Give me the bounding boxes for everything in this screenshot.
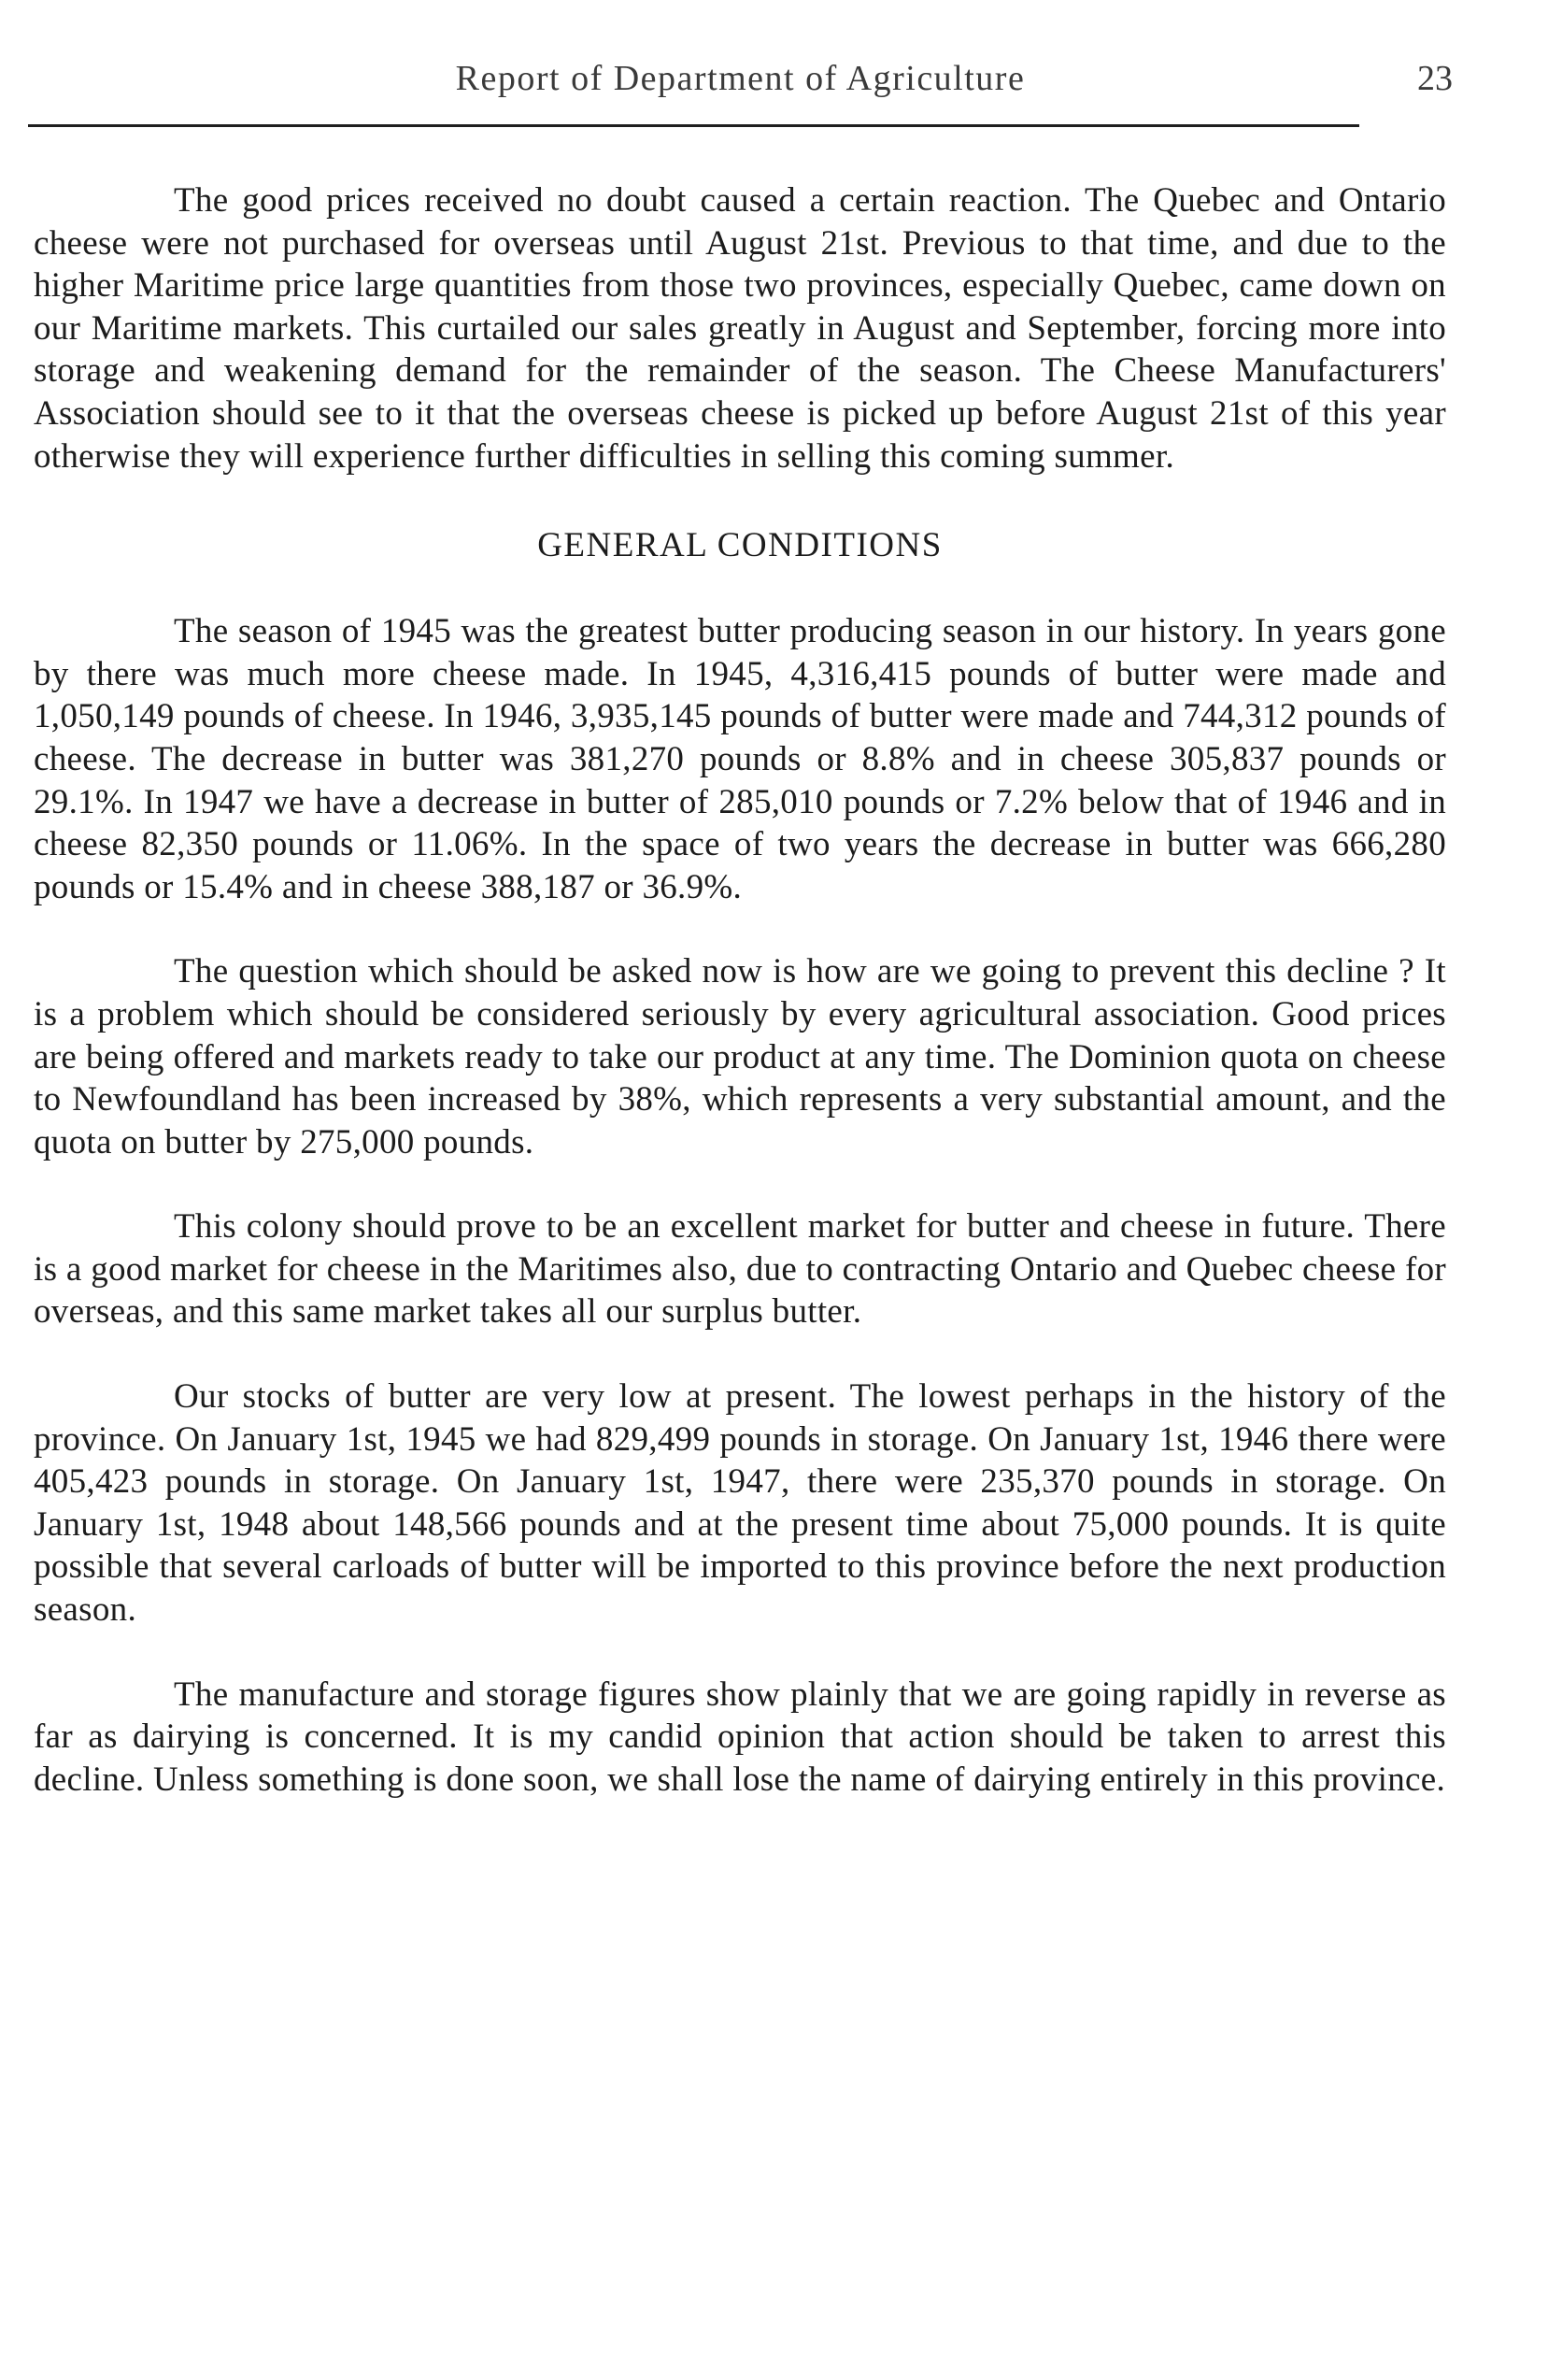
header-rule xyxy=(28,124,1359,127)
paragraph-production-figures: The season of 1945 was the greatest butter producing season in our history. In years gone by there was much more cheese made. In 1945, 4,316,415 pounds of butter were made and 1,050,149 pounds of cheese. In 1946, 3,935,145 pounds of butter were made and 744,312 pounds of cheese. The decrease in butter was 381,270 pounds or 8.8% and in cheese 305,837 pounds or 29.1%. In 1947 we have a decrease in butter of 285,010 pounds or 7.2% below that of 1946 and in cheese 82,350 pounds or 11.06%. In the space of two years the decrease in butter was 666,280 pounds or 15.4% and in cheese 388,187 or 36.9%. xyxy=(34,612,1446,906)
paragraph-decline-question: The question which should be asked now is how are we going to prevent this decline ? It is a problem which should be considered seriously by every agricultural association. Good prices are being offered and markets ready to take our product at any time. The Dominion quota on cheese to Newfoundland has been increased by 38%, which represents a very substantial amount, and the quota on butter by 275,000 pounds. xyxy=(34,952,1446,1161)
running-header xyxy=(28,58,1453,114)
paragraph-butter-stocks: Our stocks of butter are very low at present. The lowest perhaps in the history of the province. On January 1st, 1945 we had 829,499 pounds in storage. On January 1st, 1946 there were 405,423 pounds in storage. On January 1st, 1947, there were 235,370 pounds in storage. On January 1st, 1948 about 148,566 pounds and at the present time about 75,000 pounds. It is quite possible that several carloads of butter will be imported to this province before the next production season. xyxy=(34,1377,1446,1630)
running-title: Report of Department of Agriculture xyxy=(455,59,1026,98)
section-heading: GENERAL CONDITIONS xyxy=(537,526,943,565)
paragraph-overseas-cheese: The good prices received no doubt caused a certain reaction. The Quebec and Ontario cheese were not purchased for overseas until August 21st. Previous to that time, and due to the higher Maritime price large quantities from those two provinces, especially Quebec, came down on our Maritime markets. This curtailed our sales greatly in August and September, forcing more into storage and weakening demand for the remainder of the season. The Cheese Manufacturers' Association should see to it that the overseas cheese is picked up before August 21st of this year otherwise they will experience further difficulties in selling this coming summer. xyxy=(34,181,1446,476)
paragraph-conclusion: The manufacture and storage figures show plainly that we are going rapidly in reverse as far as dairying is concerned. It is my candid opinion that action should be taken to arrest this decline. Unless something is done soon, we shall lose the name of dairying entirely in this province. xyxy=(34,1675,1446,1799)
body-text xyxy=(34,179,1446,1801)
page-number: 23 xyxy=(1417,59,1453,98)
paragraph-colony-market: This colony should prove to be an excellent market for butter and cheese in future. There is a good market for cheese in the Maritimes also, due to contracting Ontario and Quebec cheese for overseas, and this same market takes all our surplus butter. xyxy=(34,1207,1446,1332)
